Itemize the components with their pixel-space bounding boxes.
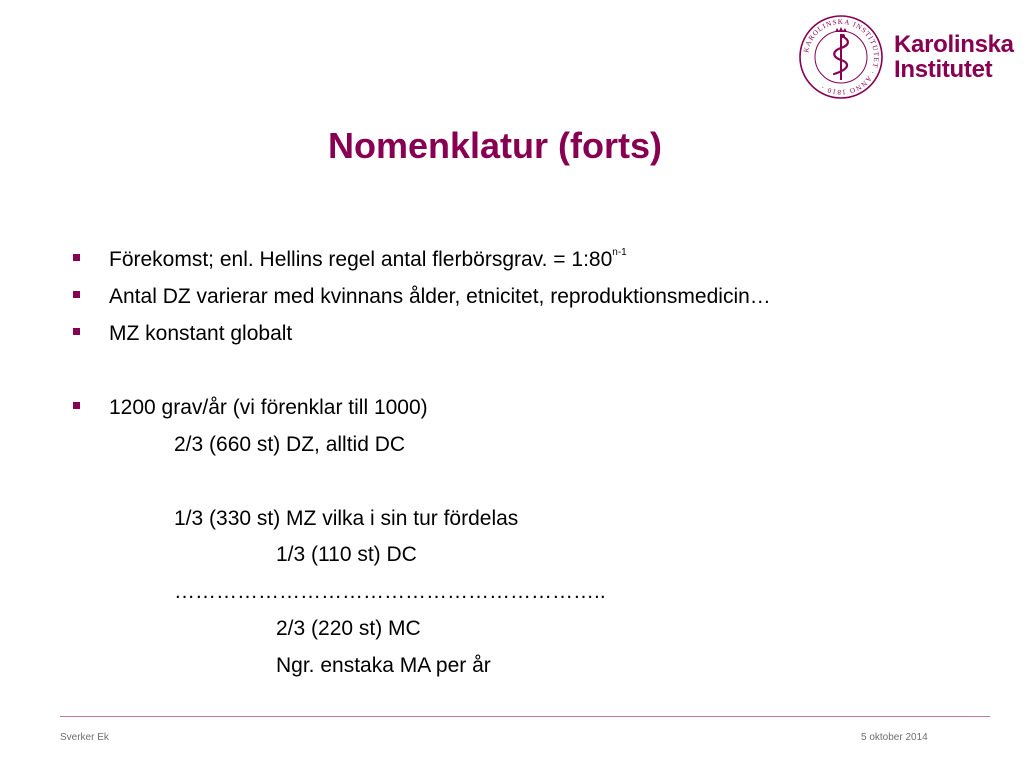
bullet-text-1: [109, 247, 627, 273]
bullet-1-superscript: n-1: [612, 247, 627, 258]
bullet-square-icon: [73, 328, 80, 335]
subline-1: 2/3 (660 st) DZ, alltid DC: [174, 433, 406, 456]
subline-5: Ngr. enstaka MA per år: [276, 654, 491, 677]
bullet-text-3: MZ konstant globalt: [109, 322, 293, 345]
slide-title: Nomenklatur (forts): [327, 125, 663, 166]
bullet-text-2: Antal DZ varierar med kvinnans ålder, etnicitet, reproduktionsmedicin…: [109, 285, 771, 308]
bullet-1-text: Förekomst; enl. Hellins regel antal flerbörsgrav. = 1:80: [109, 248, 613, 271]
bullet-square-icon: [73, 291, 80, 298]
svg-text:KAROLINSKA INSTITUTET · ANNO 1: KAROLINSKA INSTITUTET · ANNO 1810 ·: [802, 17, 881, 97]
footer-author: Sverker Ek: [60, 732, 109, 743]
dotted-separator: ……………………………………………………..: [174, 580, 606, 603]
bullet-square-icon: [73, 402, 80, 409]
subline-2: 1/3 (330 st) MZ vilka i sin tur fördelas: [174, 507, 519, 530]
bullet-square-icon: [73, 254, 80, 261]
karolinska-seal-icon: [798, 14, 884, 100]
karolinska-wordmark: [894, 32, 1014, 82]
footer-date: 5 oktober 2014: [861, 732, 928, 743]
footer-divider: [60, 716, 990, 717]
bullet-text-4: 1200 grav/år (vi förenklar till 1000): [109, 396, 428, 419]
karolinska-logo: [798, 14, 1014, 100]
wordmark-line2: Institutet: [894, 56, 993, 83]
wordmark-line1: Karolinska: [894, 31, 1014, 58]
subline-3: 1/3 (110 st) DC: [276, 543, 417, 566]
subline-4: 2/3 (220 st) MC: [276, 617, 421, 640]
